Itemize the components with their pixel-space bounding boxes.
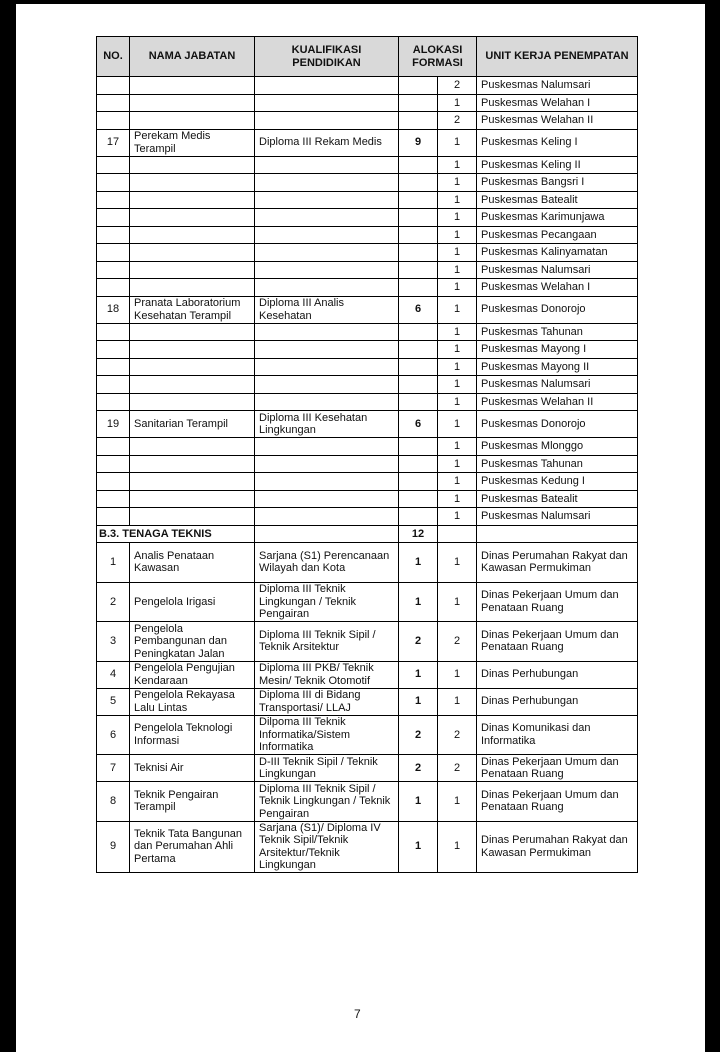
table-row	[97, 209, 638, 227]
alokasi-count-cell: 1	[438, 661, 477, 688]
alokasi-count-cell: 1	[438, 94, 477, 112]
nama-jabatan-cell	[130, 323, 255, 341]
unit-cell: Puskesmas Keling II	[477, 156, 638, 174]
nama-jabatan-cell	[130, 508, 255, 526]
no-cell	[97, 341, 130, 359]
kualifikasi-cell: Diploma III Kesehatan Lingkungan	[255, 411, 399, 438]
no-cell	[97, 94, 130, 112]
nama-jabatan-cell	[130, 473, 255, 491]
no-cell: 3	[97, 622, 130, 662]
no-cell	[97, 376, 130, 394]
alokasi-total-cell	[399, 77, 438, 95]
nama-jabatan-cell: Teknisi Air	[130, 755, 255, 782]
no-cell	[97, 226, 130, 244]
nama-jabatan-cell	[130, 376, 255, 394]
no-cell: 18	[97, 296, 130, 323]
alokasi-count-cell: 1	[438, 543, 477, 583]
table-row	[97, 715, 638, 755]
nama-jabatan-cell	[130, 226, 255, 244]
no-cell	[97, 174, 130, 192]
section-title: B.3. TENAGA TEKNIS	[97, 525, 255, 543]
table-row	[97, 323, 638, 341]
alokasi-count-cell: 1	[438, 174, 477, 192]
alokasi-count-cell: 1	[438, 393, 477, 411]
alokasi-count-cell: 1	[438, 244, 477, 262]
no-cell: 7	[97, 755, 130, 782]
alokasi-total-cell	[399, 112, 438, 130]
alokasi-count-cell: 1	[438, 156, 477, 174]
alokasi-count-cell: 1	[438, 341, 477, 359]
nama-jabatan-cell: Sanitarian Terampil	[130, 411, 255, 438]
header-alokasi: ALOKASI FORMASI	[399, 37, 477, 77]
alokasi-total-cell	[399, 358, 438, 376]
table-row	[97, 358, 638, 376]
alokasi-count-cell: 2	[438, 755, 477, 782]
unit-cell: Puskesmas Welahan I	[477, 279, 638, 297]
nama-jabatan-cell: Analis Penataan Kawasan	[130, 543, 255, 583]
no-cell	[97, 261, 130, 279]
alokasi-count-cell: 2	[438, 622, 477, 662]
nama-jabatan-cell	[130, 455, 255, 473]
nama-jabatan-cell: Pengelola Rekayasa Lalu Lintas	[130, 688, 255, 715]
table-row	[97, 782, 638, 822]
alokasi-total-cell: 12	[399, 525, 438, 543]
nama-jabatan-cell	[130, 77, 255, 95]
nama-jabatan-cell	[130, 174, 255, 192]
alokasi-total-cell	[399, 455, 438, 473]
kualifikasi-cell	[255, 490, 399, 508]
alokasi-count-cell: 1	[438, 582, 477, 622]
table-row	[97, 191, 638, 209]
no-cell	[97, 438, 130, 456]
unit-cell: Dinas Pekerjaan Umum dan Penataan Ruang	[477, 582, 638, 622]
kualifikasi-cell: Diploma III Teknik Sipil / Teknik Lingkungan / Teknik Pengairan	[255, 782, 399, 822]
nama-jabatan-cell: Pengelola Pengujian Kendaraan	[130, 661, 255, 688]
alokasi-count-cell: 2	[438, 112, 477, 130]
unit-cell: Puskesmas Batealit	[477, 191, 638, 209]
no-cell	[97, 323, 130, 341]
table-row	[97, 77, 638, 95]
unit-cell: Puskesmas Mayong II	[477, 358, 638, 376]
table-row	[97, 112, 638, 130]
nama-jabatan-cell	[130, 191, 255, 209]
alokasi-total-cell	[399, 279, 438, 297]
kualifikasi-cell: Diploma III Analis Kesehatan	[255, 296, 399, 323]
no-cell	[97, 473, 130, 491]
table-row	[97, 438, 638, 456]
kualifikasi-cell	[255, 341, 399, 359]
no-cell	[97, 279, 130, 297]
kualifikasi-cell: Dilpoma III Teknik Informatika/Sistem Informatika	[255, 715, 399, 755]
kualifikasi-cell	[255, 393, 399, 411]
alokasi-total-cell: 1	[399, 661, 438, 688]
unit-cell: Puskesmas Tahunan	[477, 323, 638, 341]
no-cell: 5	[97, 688, 130, 715]
table-row	[97, 94, 638, 112]
no-cell: 2	[97, 582, 130, 622]
unit-cell: Puskesmas Pecangaan	[477, 226, 638, 244]
alokasi-total-cell: 1	[399, 543, 438, 583]
kualifikasi-cell	[255, 77, 399, 95]
no-cell: 6	[97, 715, 130, 755]
no-cell	[97, 77, 130, 95]
nama-jabatan-cell: Pengelola Teknologi Informasi	[130, 715, 255, 755]
unit-cell: Puskesmas Welahan I	[477, 94, 638, 112]
table-row	[97, 755, 638, 782]
kualifikasi-cell	[255, 323, 399, 341]
header-kualifikasi: KUALIFIKASI PENDIDIKAN	[255, 37, 399, 77]
unit-cell: Puskesmas Mayong I	[477, 341, 638, 359]
alokasi-total-cell	[399, 508, 438, 526]
kualifikasi-cell	[255, 279, 399, 297]
alokasi-total-cell	[399, 191, 438, 209]
kualifikasi-cell	[255, 455, 399, 473]
no-cell	[97, 393, 130, 411]
alokasi-total-cell	[399, 174, 438, 192]
table-row	[97, 129, 638, 156]
nama-jabatan-cell: Teknik Pengairan Terampil	[130, 782, 255, 822]
unit-cell: Dinas Perhubungan	[477, 661, 638, 688]
nama-jabatan-cell	[130, 393, 255, 411]
no-cell: 9	[97, 821, 130, 872]
table-row	[97, 174, 638, 192]
alokasi-count-cell: 1	[438, 508, 477, 526]
kualifikasi-cell	[255, 156, 399, 174]
table-row	[97, 508, 638, 526]
kualifikasi-cell	[255, 226, 399, 244]
unit-cell: Dinas Pekerjaan Umum dan Penataan Ruang	[477, 755, 638, 782]
alokasi-count-cell: 1	[438, 821, 477, 872]
table-row	[97, 393, 638, 411]
table-header	[97, 37, 638, 77]
header-nama-jabatan: NAMA JABATAN	[130, 37, 255, 77]
header-unit-kerja: UNIT KERJA PENEMPATAN	[477, 37, 638, 77]
alokasi-total-cell: 2	[399, 622, 438, 662]
kualifikasi-cell: Sarjana (S1) Perencanaan Wilayah dan Kota	[255, 543, 399, 583]
unit-cell: Puskesmas Batealit	[477, 490, 638, 508]
page-number: 7	[354, 1007, 361, 1021]
table-row	[97, 411, 638, 438]
unit-cell: Dinas Perumahan Rakyat dan Kawasan Permukiman	[477, 543, 638, 583]
unit-cell: Puskesmas Mlonggo	[477, 438, 638, 456]
kualifikasi-cell	[255, 508, 399, 526]
kualifikasi-cell: Diploma III Teknik Lingkungan / Teknik Pengairan	[255, 582, 399, 622]
no-cell: 19	[97, 411, 130, 438]
kualifikasi-cell	[255, 473, 399, 491]
no-cell: 17	[97, 129, 130, 156]
table-row	[97, 226, 638, 244]
no-cell	[97, 112, 130, 130]
unit-cell: Dinas Pekerjaan Umum dan Penataan Ruang	[477, 622, 638, 662]
alokasi-total-cell: 1	[399, 782, 438, 822]
table-row	[97, 582, 638, 622]
alokasi-count-cell: 1	[438, 358, 477, 376]
alokasi-total-cell	[399, 473, 438, 491]
unit-cell: Puskesmas Nalumsari	[477, 508, 638, 526]
alokasi-count-cell: 1	[438, 473, 477, 491]
nama-jabatan-cell: Perekam Medis Terampil	[130, 129, 255, 156]
alokasi-total-cell	[399, 376, 438, 394]
nama-jabatan-cell	[130, 156, 255, 174]
alokasi-count-cell: 1	[438, 688, 477, 715]
kualifikasi-cell: D-III Teknik Sipil / Teknik Lingkungan	[255, 755, 399, 782]
table-row	[97, 376, 638, 394]
no-cell	[97, 209, 130, 227]
alokasi-count-cell: 1	[438, 490, 477, 508]
alokasi-count-cell: 1	[438, 411, 477, 438]
nama-jabatan-cell	[130, 209, 255, 227]
table-row	[97, 244, 638, 262]
nama-jabatan-cell: Pranata Laboratorium Kesehatan Terampil	[130, 296, 255, 323]
alokasi-total-cell	[399, 341, 438, 359]
nama-jabatan-cell	[130, 261, 255, 279]
table-row	[97, 688, 638, 715]
alokasi-count-cell: 1	[438, 279, 477, 297]
kualifikasi-cell	[255, 261, 399, 279]
document-page	[16, 4, 705, 1052]
unit-cell: Dinas Perumahan Rakyat dan Kawasan Permukiman	[477, 821, 638, 872]
unit-cell: Puskesmas Nalumsari	[477, 77, 638, 95]
unit-cell: Puskesmas Welahan II	[477, 112, 638, 130]
alokasi-count-cell: 1	[438, 455, 477, 473]
table-row	[97, 341, 638, 359]
table-row	[97, 622, 638, 662]
alokasi-total-cell	[399, 323, 438, 341]
alokasi-count-cell: 2	[438, 77, 477, 95]
table-row	[97, 661, 638, 688]
kualifikasi-cell: Sarjana (S1)/ Diploma IV Teknik Sipil/Teknik Arsitektur/Teknik Lingkungan	[255, 821, 399, 872]
no-cell: 1	[97, 543, 130, 583]
no-cell	[97, 455, 130, 473]
kualifikasi-cell	[255, 191, 399, 209]
nama-jabatan-cell	[130, 341, 255, 359]
alokasi-total-cell: 1	[399, 582, 438, 622]
table-row	[97, 156, 638, 174]
no-cell	[97, 508, 130, 526]
unit-cell: Puskesmas Nalumsari	[477, 261, 638, 279]
table-row	[97, 473, 638, 491]
alokasi-total-cell	[399, 226, 438, 244]
kualifikasi-cell	[255, 174, 399, 192]
no-cell	[97, 490, 130, 508]
kualifikasi-cell: Diploma III di Bidang Transportasi/ LLAJ	[255, 688, 399, 715]
nama-jabatan-cell: Pengelola Pembangunan dan Peningkatan Jalan	[130, 622, 255, 662]
kualifikasi-cell	[255, 438, 399, 456]
no-cell	[97, 191, 130, 209]
kualifikasi-cell: Diploma III PKB/ Teknik Mesin/ Teknik Otomotif	[255, 661, 399, 688]
section-row	[97, 525, 638, 543]
alokasi-count-cell: 1	[438, 376, 477, 394]
alokasi-total-cell	[399, 209, 438, 227]
unit-cell: Puskesmas Kalinyamatan	[477, 244, 638, 262]
no-cell	[97, 156, 130, 174]
alokasi-total-cell: 2	[399, 755, 438, 782]
table-row	[97, 296, 638, 323]
kualifikasi-cell	[255, 112, 399, 130]
kualifikasi-cell	[255, 94, 399, 112]
alokasi-total-cell	[399, 94, 438, 112]
unit-cell: Puskesmas Welahan II	[477, 393, 638, 411]
alokasi-count-cell: 2	[438, 715, 477, 755]
alokasi-total-cell: 6	[399, 411, 438, 438]
unit-cell: Dinas Komunikasi dan Informatika	[477, 715, 638, 755]
alokasi-total-cell	[399, 490, 438, 508]
nama-jabatan-cell	[130, 94, 255, 112]
alokasi-total-cell: 1	[399, 821, 438, 872]
unit-cell: Puskesmas Keling I	[477, 129, 638, 156]
alokasi-total-cell: 2	[399, 715, 438, 755]
alokasi-count-cell: 1	[438, 129, 477, 156]
alokasi-total-cell	[399, 244, 438, 262]
alokasi-count-cell	[438, 525, 477, 543]
kualifikasi-cell	[255, 376, 399, 394]
alokasi-total-cell	[399, 393, 438, 411]
nama-jabatan-cell	[130, 279, 255, 297]
alokasi-count-cell: 1	[438, 209, 477, 227]
unit-cell: Puskesmas Bangsri I	[477, 174, 638, 192]
table-row	[97, 261, 638, 279]
nama-jabatan-cell: Teknik Tata Bangunan dan Perumahan Ahli Pertama	[130, 821, 255, 872]
no-cell: 4	[97, 661, 130, 688]
unit-cell: Dinas Pekerjaan Umum dan Penataan Ruang	[477, 782, 638, 822]
nama-jabatan-cell	[130, 490, 255, 508]
table-row	[97, 490, 638, 508]
unit-cell	[477, 525, 638, 543]
alokasi-count-cell: 1	[438, 296, 477, 323]
alokasi-total-cell	[399, 156, 438, 174]
alokasi-total-cell: 6	[399, 296, 438, 323]
table-row	[97, 821, 638, 872]
unit-cell: Puskesmas Donorojo	[477, 296, 638, 323]
table-row	[97, 455, 638, 473]
unit-cell: Dinas Perhubungan	[477, 688, 638, 715]
no-cell: 8	[97, 782, 130, 822]
unit-cell: Puskesmas Karimunjawa	[477, 209, 638, 227]
unit-cell: Puskesmas Kedung I	[477, 473, 638, 491]
alokasi-count-cell: 1	[438, 191, 477, 209]
alokasi-count-cell: 1	[438, 226, 477, 244]
nama-jabatan-cell	[130, 244, 255, 262]
nama-jabatan-cell: Pengelola Irigasi	[130, 582, 255, 622]
formasi-table	[96, 36, 638, 873]
alokasi-count-cell: 1	[438, 782, 477, 822]
unit-cell: Puskesmas Donorojo	[477, 411, 638, 438]
alokasi-count-cell: 1	[438, 323, 477, 341]
unit-cell: Puskesmas Nalumsari	[477, 376, 638, 394]
alokasi-total-cell: 1	[399, 688, 438, 715]
kualifikasi-cell	[255, 525, 399, 543]
alokasi-total-cell: 9	[399, 129, 438, 156]
kualifikasi-cell: Diploma III Rekam Medis	[255, 129, 399, 156]
header-no: NO.	[97, 37, 130, 77]
kualifikasi-cell	[255, 244, 399, 262]
alokasi-count-cell: 1	[438, 438, 477, 456]
no-cell	[97, 244, 130, 262]
table-row	[97, 543, 638, 583]
nama-jabatan-cell	[130, 358, 255, 376]
kualifikasi-cell: Diploma III Teknik Sipil / Teknik Arsitektur	[255, 622, 399, 662]
table-row	[97, 279, 638, 297]
alokasi-total-cell	[399, 261, 438, 279]
alokasi-total-cell	[399, 438, 438, 456]
no-cell	[97, 358, 130, 376]
unit-cell: Puskesmas Tahunan	[477, 455, 638, 473]
nama-jabatan-cell	[130, 438, 255, 456]
kualifikasi-cell	[255, 358, 399, 376]
kualifikasi-cell	[255, 209, 399, 227]
nama-jabatan-cell	[130, 112, 255, 130]
alokasi-count-cell: 1	[438, 261, 477, 279]
